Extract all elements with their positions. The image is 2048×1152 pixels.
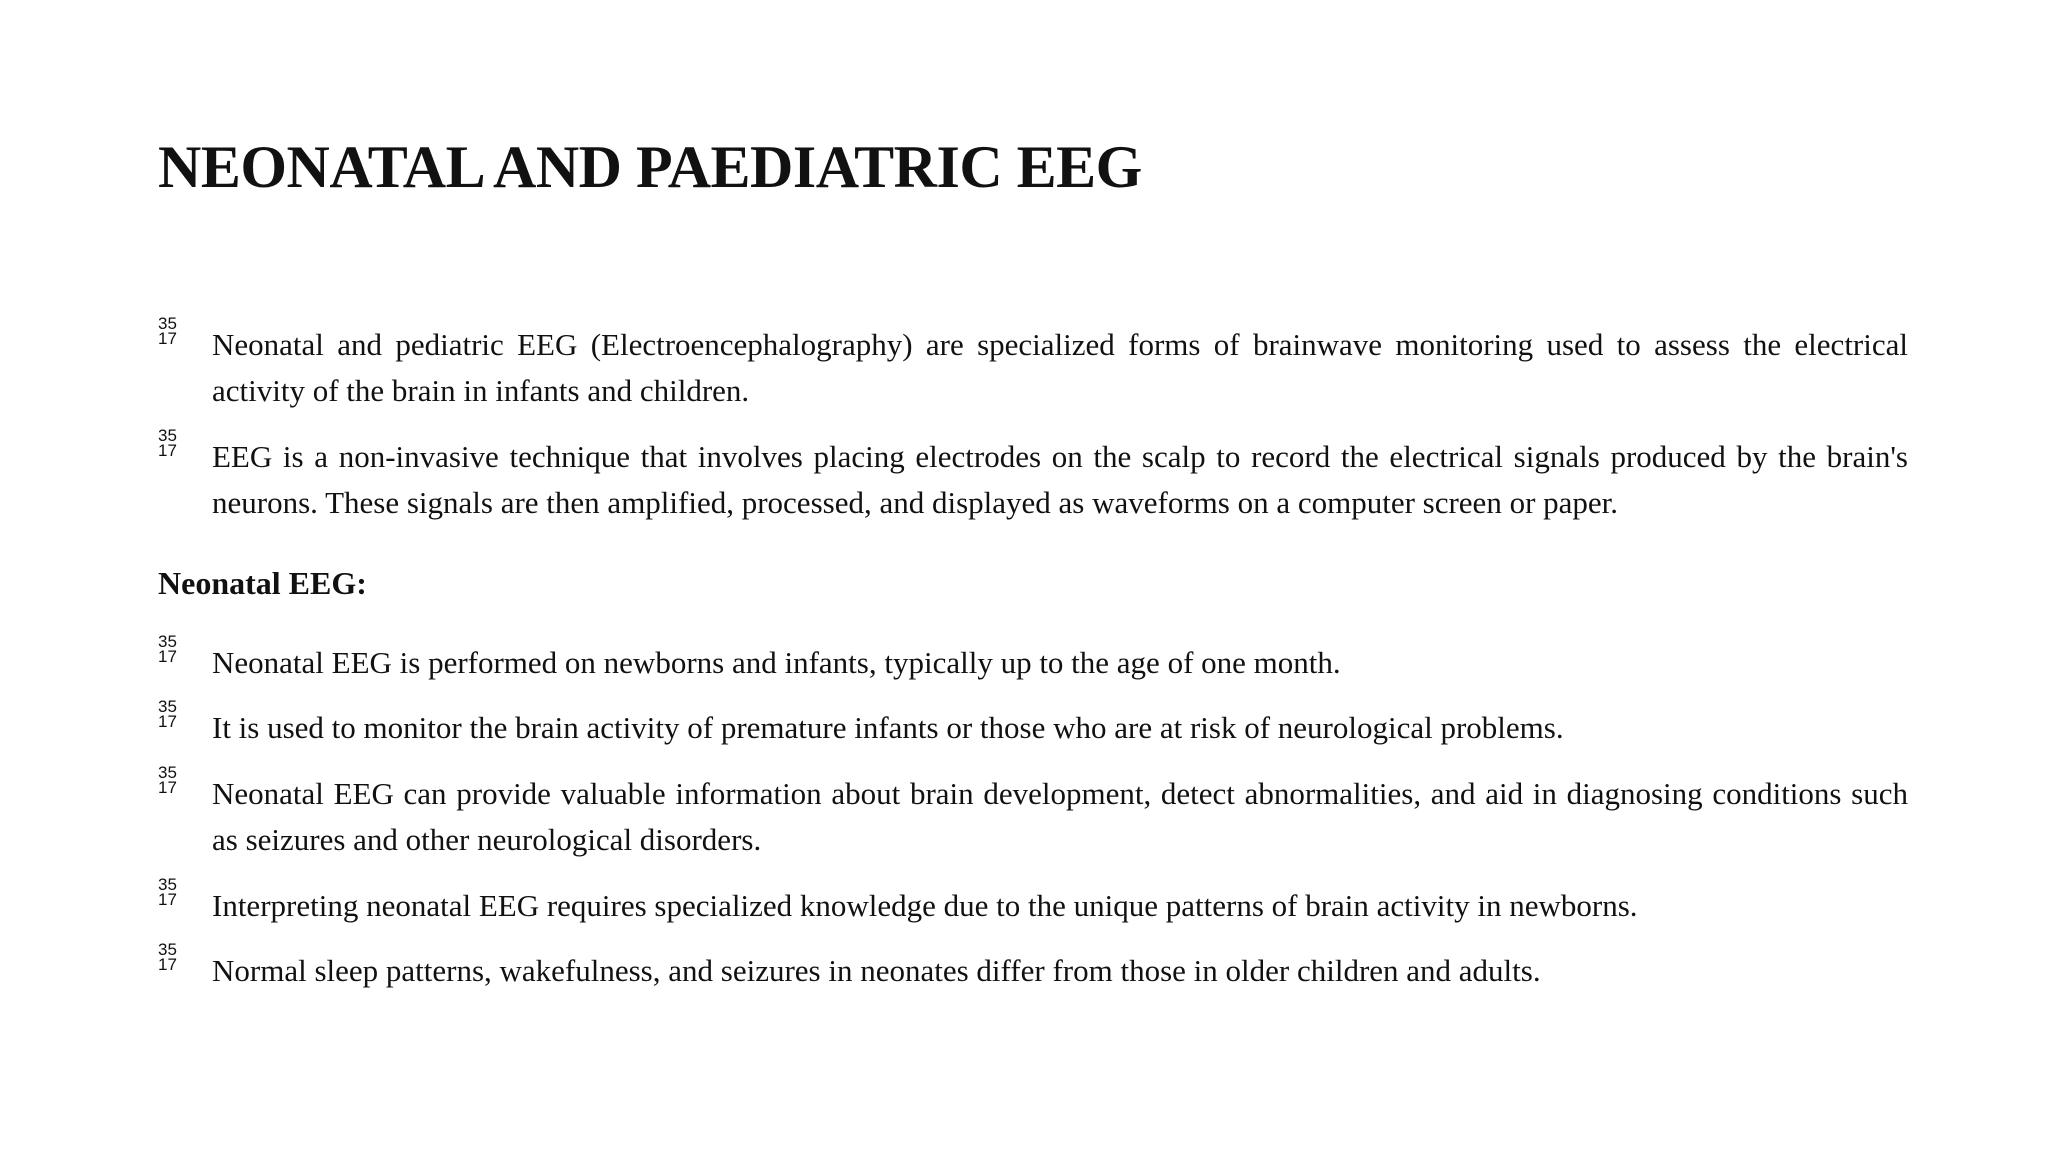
bullet-text: It is used to monitor the brain activity of premature infants or those who are at risk of neurological problems. (212, 710, 1564, 745)
bullet-text: Normal sleep patterns, wakefulness, and seizures in neonates differ from those in older children and adults. (212, 953, 1541, 988)
bullet-marker-icon: 35 17 (158, 632, 177, 666)
bullet-text: Neonatal EEG can provide valuable information about brain development, detect abnormalities, and aid in diagnosing conditions such as seizures and other neurological disorders. (212, 776, 1908, 857)
bullet-item (158, 632, 1908, 686)
bullet-marker-icon: 35 17 (158, 940, 177, 974)
bullet-marker-icon: 35 17 (158, 697, 177, 731)
bullet-marker-icon: 35 17 (158, 314, 177, 348)
slide-title: NEONATAL AND PAEDIATRIC EEG (158, 134, 1142, 200)
bullet-item (158, 940, 1908, 994)
bullet-item (158, 763, 1908, 863)
bullet-item (158, 697, 1908, 751)
bullet-marker-icon: 35 17 (158, 763, 177, 797)
bullet-text: Interpreting neonatal EEG requires specialized knowledge due to the unique patterns of brain activity in newborns. (212, 888, 1638, 923)
bullet-item (158, 426, 1908, 526)
bullet-item (158, 314, 1908, 414)
bullet-marker-icon: 35 17 (158, 875, 177, 909)
bullet-marker-icon: 35 17 (158, 426, 177, 460)
section-heading: Neonatal EEG: (158, 565, 367, 601)
bullet-item (158, 875, 1908, 929)
bullet-text: EEG is a non-invasive technique that involves placing electrodes on the scalp to record the electrical signals produced by the brain's neurons. These signals are then amplified, processed, and displayed as waveforms on a computer screen or paper. (212, 439, 1908, 520)
bullet-text: Neonatal and pediatric EEG (Electroencephalography) are specialized forms of brainwave monitoring used to assess the electrical activity of the brain in infants and children. (212, 327, 1908, 408)
bullet-text: Neonatal EEG is performed on newborns and infants, typically up to the age of one month. (212, 645, 1341, 680)
